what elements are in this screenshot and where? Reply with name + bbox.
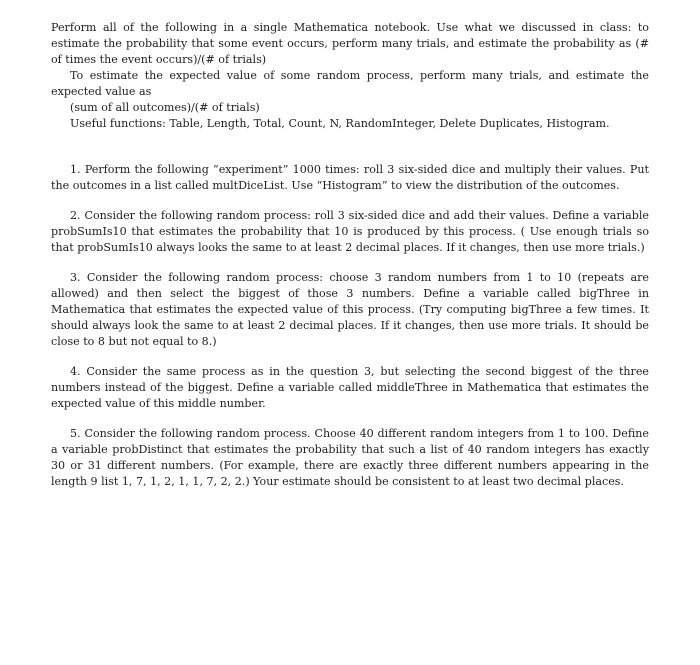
useful-functions: Useful functions: Table, Length, Total, Count, N, RandomInteger, Delete Duplicates, Histogram. (70, 117, 610, 130)
question-2: 2. Consider the following random process: roll 3 six-sided dice and add their values. Define a variable probSumIs10 that estimates the probability that 10 is produced by this process. ( Use enough trials so that probSumIs10 always looks the same to at least 2 decimal places. If it changes, then use more trials.) (51, 209, 649, 254)
question-5: 5. Consider the following random process. Choose 40 different random integers from 1 to 100. Define a variable probDistinct that estimates the probability that such a list of 40 random integers has exactly 30 or 31 different numbers. (For example, there are exactly three different numbers appearing in the length 9 list 1, 7, 1, 2, 1, 1, 7, 2, 2.) Your estimate should be consistent to at least two decimal places. (51, 427, 649, 488)
assignment-document (51, 20, 649, 490)
question-1: 1. Perform the following “experiment” 1000 times: roll 3 six-sided dice and multiply their values. Put the outcomes in a list called multDiceList. Use “Histogram” to view the distribution of the outcomes. (51, 163, 649, 192)
question-4: 4. Consider the same process as in the question 3, but selecting the second biggest of the three numbers instead of the biggest. Define a variable called middleThree in Mathematica that estimates the expected value of this middle number. (51, 365, 649, 410)
intro-paragraph: Perform all of the following in a single Mathematica notebook. Use what we discussed in class: to estimate the probability that some event occurs, perform many trials, and estimate the probability as (# of times the event occurs)/(# of trials) (51, 21, 649, 66)
expected-value-formula: (sum of all outcomes)/(# of trials) (70, 101, 260, 114)
question-3: 3. Consider the following random process: choose 3 random numbers from 1 to 10 (repeats are allowed) and then select the biggest of those 3 numbers. Define a variable called bigThree in Mathematica that estimates the expected value of this process. (Try computing bigThree a few times. It should always look the same to at least 2 decimal places. If it changes, then use more trials. It should be close to 8 but not equal to 8.) (51, 271, 649, 348)
expected-value-paragraph: To estimate the expected value of some random process, perform many trials, and estimate the expected value as (51, 69, 649, 98)
